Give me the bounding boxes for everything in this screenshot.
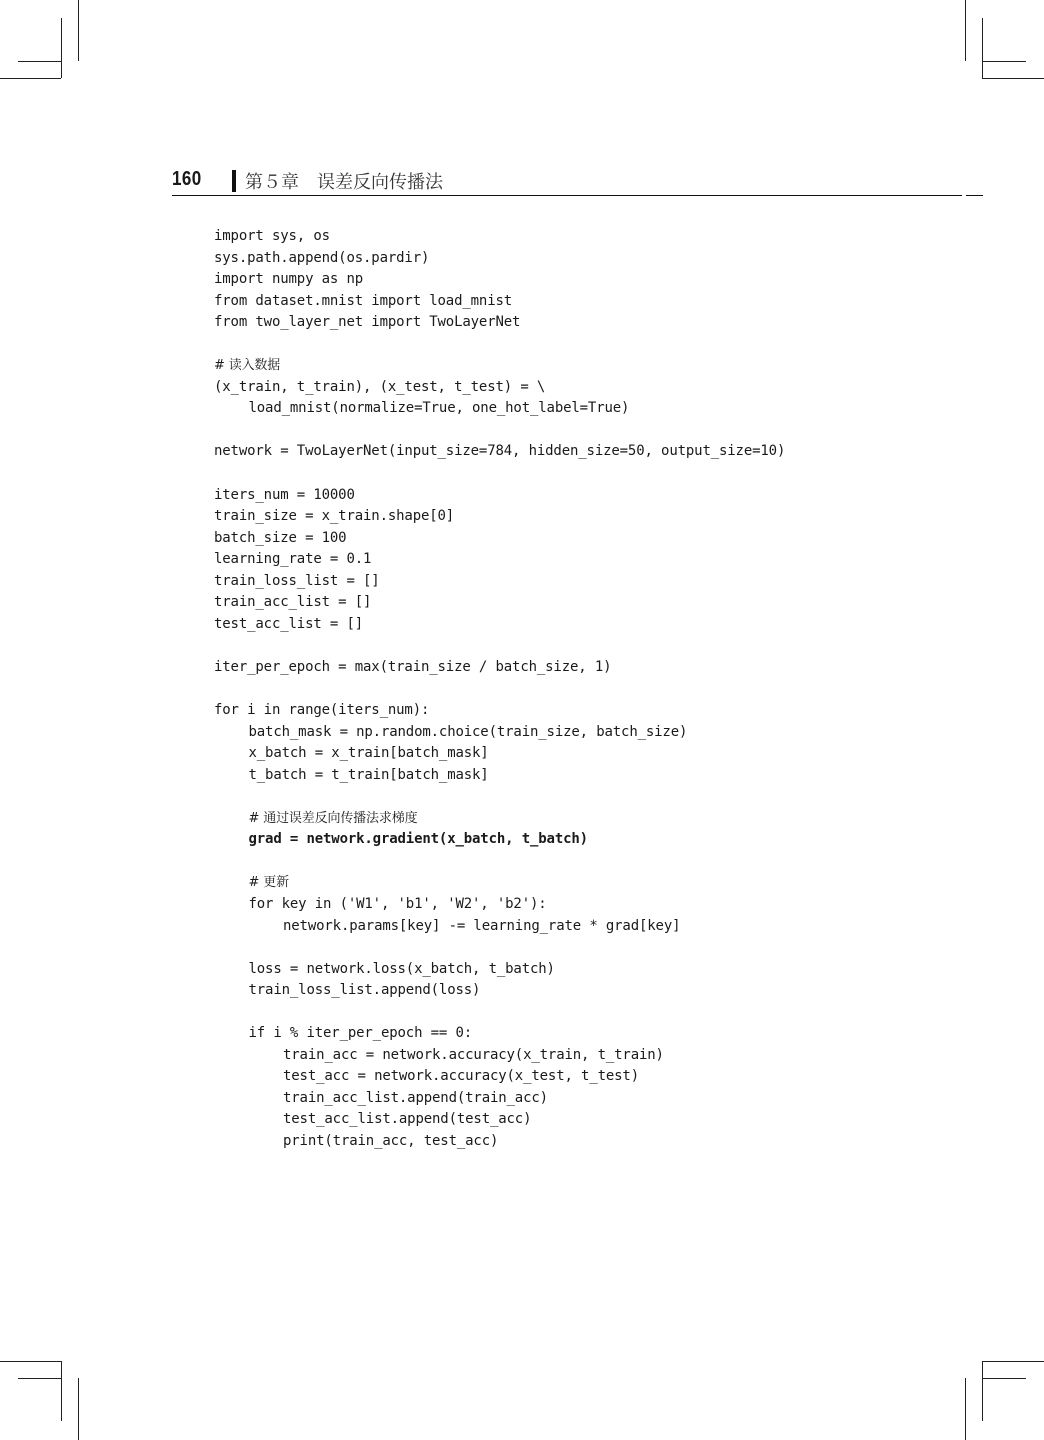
code-text: # 读入数据 (214, 358, 281, 374)
page-number: 160 (172, 168, 202, 190)
code-line (214, 851, 974, 873)
code-line (214, 614, 974, 636)
code-text: from dataset.mnist import load_mnist (214, 292, 513, 309)
code-text: (x_train, t_train), (x_test, t_test) = \ (214, 378, 546, 395)
crop-mark (982, 1361, 983, 1421)
code-text: x_batch = x_train[batch_mask] (248, 745, 489, 762)
code-line (214, 678, 974, 700)
code-line (214, 1088, 974, 1110)
code-text: # 更新 (248, 875, 289, 891)
code-line (214, 506, 974, 528)
code-line (214, 1131, 974, 1153)
code-line (214, 829, 974, 851)
code-listing (214, 226, 974, 1153)
code-line (214, 700, 974, 722)
code-line (214, 980, 974, 1002)
code-line (214, 743, 974, 765)
code-line (214, 377, 974, 399)
crop-mark (982, 61, 1026, 62)
code-line (214, 528, 974, 550)
code-line (214, 571, 974, 593)
code-line (214, 485, 974, 507)
code-text: for i in range(iters_num): (214, 702, 430, 719)
crop-mark (18, 61, 61, 62)
code-line (214, 937, 974, 959)
code-line (214, 398, 974, 420)
code-comment-line (214, 872, 974, 894)
code-line (214, 1109, 974, 1131)
code-line (214, 549, 974, 571)
code-line (214, 916, 974, 938)
code-line (214, 441, 974, 463)
code-text: train_acc_list = [] (214, 594, 372, 611)
code-line (214, 1066, 974, 1088)
code-text: network.params[key] -= learning_rate * grad[key] (283, 917, 681, 934)
code-line (214, 269, 974, 291)
crop-mark (0, 78, 61, 79)
code-text: import numpy as np (214, 271, 364, 288)
code-text: test_acc_list.append(test_acc) (283, 1111, 532, 1128)
code-text: load_mnist(normalize=True, one_hot_label=True) (248, 400, 630, 417)
code-text: train_size = x_train.shape[0] (214, 508, 455, 525)
crop-mark (982, 1361, 1044, 1362)
crop-mark (61, 1361, 62, 1421)
header-divider-bar (232, 170, 236, 192)
crop-mark (965, 1378, 966, 1440)
crop-mark (18, 1378, 61, 1379)
crop-mark (78, 0, 79, 61)
code-text: batch_size = 100 (214, 529, 347, 546)
code-line (214, 420, 974, 442)
running-header (172, 166, 962, 196)
code-text: from two_layer_net import TwoLayerNet (214, 314, 521, 331)
code-text: for key in ('W1', 'b1', 'W2', 'b2'): (248, 895, 547, 912)
code-text: train_acc_list.append(train_acc) (283, 1089, 548, 1106)
code-text: if i % iter_per_epoch == 0: (248, 1025, 473, 1042)
code-line (214, 463, 974, 485)
code-text: # 通过误差反向传播法求梯度 (248, 810, 418, 826)
code-text: learning_rate = 0.1 (214, 551, 372, 568)
code-text: test_acc_list = [] (214, 615, 364, 632)
code-text: train_loss_list = [] (214, 572, 380, 589)
code-comment-line (214, 355, 974, 377)
crop-mark (78, 1378, 79, 1440)
code-text: train_loss_list.append(loss) (248, 982, 481, 999)
code-line (214, 657, 974, 679)
header-rule-extension (966, 195, 983, 196)
code-line (214, 722, 974, 744)
code-line (214, 226, 974, 248)
code-line (214, 312, 974, 334)
crop-mark (965, 0, 966, 61)
code-text: grad = network.gradient(x_batch, t_batch) (248, 831, 588, 848)
code-line (214, 291, 974, 313)
code-text: train_acc = network.accuracy(x_train, t_train) (283, 1046, 664, 1063)
code-line (214, 765, 974, 787)
code-line (214, 592, 974, 614)
code-line (214, 894, 974, 916)
header-rule (172, 195, 962, 196)
crop-mark (982, 18, 983, 78)
code-line (214, 1023, 974, 1045)
chapter-title: 第５章 误差反向传播法 (245, 172, 443, 193)
code-line (214, 635, 974, 657)
code-text: t_batch = t_train[batch_mask] (248, 766, 489, 783)
code-line (214, 248, 974, 270)
code-text: batch_mask = np.random.choice(train_size, batch_size) (248, 723, 688, 740)
crop-mark (61, 18, 62, 78)
crop-mark (982, 78, 1044, 79)
code-line (214, 959, 974, 981)
code-text: sys.path.append(os.pardir) (214, 249, 430, 266)
crop-mark (982, 1378, 1026, 1379)
code-line (214, 334, 974, 356)
code-line (214, 1002, 974, 1024)
code-line (214, 786, 974, 808)
code-text: iters_num = 10000 (214, 486, 355, 503)
code-text: import sys, os (214, 228, 330, 244)
code-text: test_acc = network.accuracy(x_test, t_test) (283, 1068, 639, 1085)
crop-mark (0, 1361, 61, 1362)
code-line (214, 1045, 974, 1067)
code-text: iter_per_epoch = max(train_size / batch_size, 1) (214, 658, 612, 675)
code-comment-line (214, 808, 974, 830)
code-text: network = TwoLayerNet(input_size=784, hidden_size=50, output_size=10) (214, 443, 786, 460)
code-text: loss = network.loss(x_batch, t_batch) (248, 960, 555, 977)
code-text: print(train_acc, test_acc) (283, 1132, 499, 1149)
